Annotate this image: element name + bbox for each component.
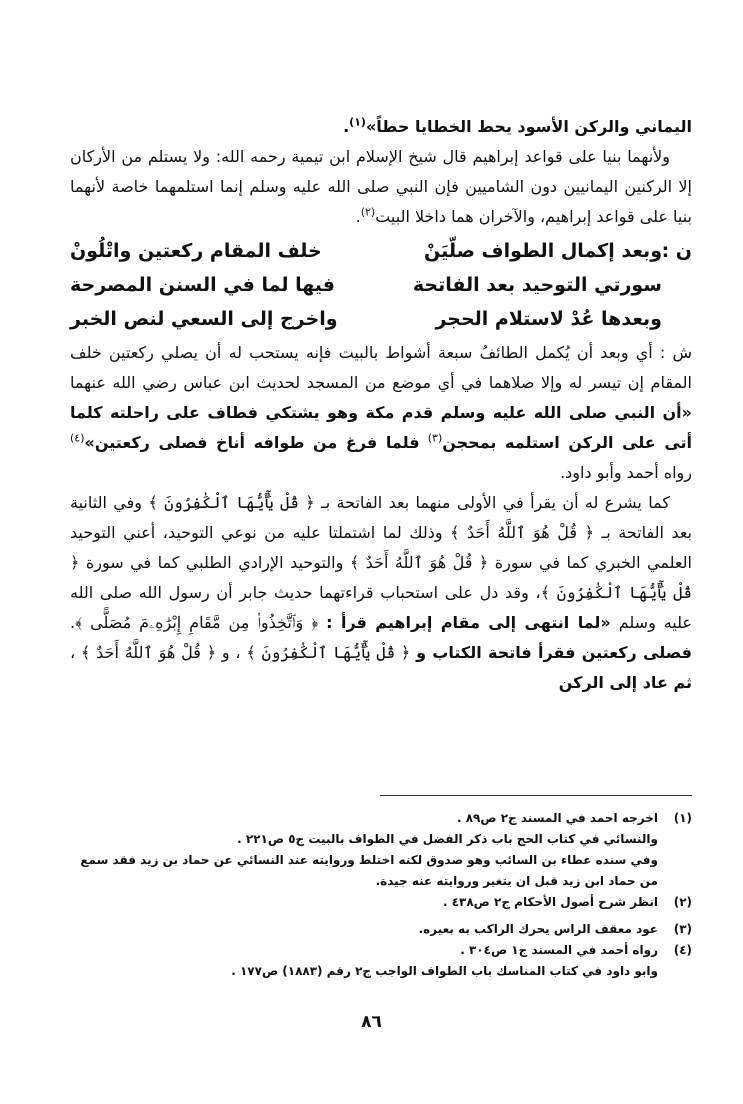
quran-quote-kafirun: ﴿ قُلْ يَٰٓأَيُّهَا ٱلْكَٰفِرُونَ ﴾ xyxy=(246,643,411,662)
footnote-1 xyxy=(70,808,692,892)
paragraph-ibn-taymiyya: ولأنهما بنيا على قواعد إبراهيم قال شيخ الإسلام ابن تيمية رحمه الله: ولا يستلم من الأركان إلا الركنين اليمانيين دون الشاميين فإن النبي صلى الله عليه وسلم إنما استلمهما خاصة لأنهما بنيا على قواعد إبراهيم، والآخران هما داخلا البيت$^{(٢)}$. xyxy=(70,147,692,226)
footnote-ref-3[interactable]: (٣) xyxy=(427,431,443,445)
recitation-paragraph: كما يشرع له أن يقرأ في الأولى منهما بعد الفاتحة بـ ﴿ قُلْ يَٰٓأَيُّهَا ٱلْكَٰفِرُونَ ﴾ وفي الثانية بعد الفاتحة بـ ﴿ قُلْ هُوَ ٱللَّهُ أَحَدٌ ﴾ وذلك لما اشتملتا عليه من نوعي التوحيد، أعني التوحيد العلمي الخبري كما في سورة ﴿ قُلْ هُوَ ٱللَّهُ أَحَدٌ ﴾ والتوحيد الإرادي الطلبي كما في سورة ﴿ قُلْ يَٰٓأَيُّهَا ٱلْكَٰفِرُونَ ﴾، وقد دل على استحباب قراءتهما حديث جابر أن رسول الله صلى الله عليه وسلم «لما انتهى إلى مقام إبراهيم قرأ : ﴿ وَٱتَّخِذُوا۟ مِن مَّقَامِ إِبْرَٰهِۦمَ مُصَلًّى ﴾. فصلى ركعتين فقرأ فاتحة الكتاب و ﴿ قُلْ يَٰٓأَيُّهَا ٱلْكَٰفِرُونَ ﴾ ، و ﴿ قُلْ هُوَ ٱللَّهُ أَحَدٌ ﴾ ، ثم عاد إلى الركن xyxy=(70,493,693,692)
poem-hemistich-right: سورتي التوحيد بعد الفاتحة xyxy=(412,274,662,296)
footnote-line: انظر شرح أصول الأحكام ج٢ ص٤٣٨ . xyxy=(442,895,658,909)
quran-quote-kafirun: ﴿ قُلْ يَٰٓأَيُّهَا ٱلْكَٰفِرُونَ ﴾ xyxy=(70,553,692,602)
footnote-line: اخرجه احمد في المسند ج٢ ص٨٩ . xyxy=(456,811,658,825)
footnote-number: (١) xyxy=(673,811,692,825)
commentary-text: ش : أي وبعد أن يُكمل الطائفُ سبعة أشواط بالبيت فإنه يستحب له أن يصلي ركعتين خلف المقام إن تيسر له وإلا صلاهما في أي موضع من المسجد لحديث ابن عباس رضي الله عنهما xyxy=(70,343,692,392)
quran-quote-maqam: ﴿ وَٱتَّخِذُوا۟ مِن مَّقَامِ إِبْرَٰهِۦمَ مُصَلًّى ﴾ xyxy=(75,613,319,632)
hadith-jabir-end: ثم عاد إلى الركن xyxy=(558,673,692,692)
poem-row-1 xyxy=(70,234,692,268)
footnote-line: وفي سنده عطاء بن السائب وهو صدوق لكنه اختلط وروايته عند النسائي عن حماد بن زيد فقد سمع من حماد ابن زيد قبل ان يتغير وروايته عنه جيدة. xyxy=(80,853,658,888)
footnote-ref-2[interactable]: (٢) xyxy=(360,205,376,219)
hadith-jabir: «لما انتهى إلى مقام إبراهيم قرأ : xyxy=(326,613,611,632)
hadith-quote-end: فلما فرغ من طوافه أناخ فصلى ركعتين» xyxy=(84,433,420,452)
narrators-text: رواه أحمد وأبو داود. xyxy=(560,463,692,482)
footnote-ref-1[interactable]: (١) xyxy=(349,115,366,129)
commentary-paragraph xyxy=(70,338,692,488)
footnote-4 xyxy=(70,940,692,982)
footnote-line: رواه أحمد في المسند ج١ ص٣٠٤ . xyxy=(460,943,658,957)
poem-hemistich-right: وبعدها عُدْ لاستلام الحجر xyxy=(435,308,662,330)
poem-hemistich-left: خلف المقام ركعتين واتْلُونْ xyxy=(70,240,322,262)
footnote-2 xyxy=(70,892,692,913)
footnote-number: (٢) xyxy=(673,895,692,909)
hadith-quote: «أن النبي صلى الله عليه وسلم قدم مكة وهو يشتكي فطاف على راحلته كلما أتى على الركن استلمه بمحجن xyxy=(70,403,692,452)
poem-hemistich-left: واخرج إلى السعي لنص الخبر xyxy=(70,308,338,330)
quran-quote-ikhlas: ﴿ قُلْ هُوَ ٱللَّهُ أَحَدٌ ﴾ xyxy=(80,643,217,662)
poem-marker: ن : xyxy=(661,240,692,262)
line-hadith-end: اليماني والركن الأسود يحط الخطايا حطاً»$^{(١)}$. xyxy=(343,115,692,136)
quran-quote-kafirun: ﴿ قُلْ يَٰٓأَيُّهَا ٱلْكَٰفِرُونَ ﴾ xyxy=(148,493,315,512)
poem-hemistich-right: وبعد إكمال الطواف صلّيَنْ xyxy=(423,240,662,262)
footnote-number: (٤) xyxy=(673,943,692,957)
page-body xyxy=(70,112,692,698)
footnote-separator xyxy=(380,795,692,796)
hadith-text: اليماني والركن الأسود يحط الخطايا حطاً» xyxy=(365,117,692,136)
poem-hemistich-left: فيها لما في السنن المصرحة xyxy=(70,274,335,296)
hadith-jabir-cont: فصلى ركعتين فقرأ فاتحة الكتاب و xyxy=(416,643,693,662)
quran-quote-ikhlas: ﴿ قُلْ هُوَ ٱللَّهُ أَحَدٌ ﴾ xyxy=(349,553,489,572)
poem-row-3 xyxy=(70,302,692,336)
poem-block xyxy=(70,234,692,336)
quran-quote-ikhlas: ﴿ قُلْ هُوَ ٱللَّهُ أَحَدٌ ﴾ xyxy=(450,523,594,542)
footnote-line: وابو داود في كتاب المناسك باب الطواف الواجب ج٢ رقم (١٨٨٣) ص١٧٧ . xyxy=(231,964,658,978)
footnote-line: عود معقف الراس يحرك الراكب به بعيره. xyxy=(418,922,658,936)
footnote-3 xyxy=(70,919,692,940)
page-number: ٨٦ xyxy=(361,1012,382,1032)
footnote-ref-4[interactable]: (٤) xyxy=(70,431,85,445)
footnote-line: والنسائي في كتاب الحج باب ذكر الفضل في الطواف بالبيت ج٥ ص٢٢١ . xyxy=(237,832,658,846)
poem-row-2 xyxy=(70,268,692,302)
footnotes xyxy=(70,808,692,982)
paragraph-text: ولأنهما بنيا على قواعد إبراهيم قال شيخ الإسلام ابن تيمية رحمه الله: ولا يستلم من الأركان إلا الركنين اليمانيين دون الشاميين فإن النبي صلى الله عليه وسلم إنما استلمهما خاصة لأنهما بنيا على قواعد إبراهيم، والآخران هما داخلا البيت xyxy=(70,147,692,226)
footnote-number: (٣) xyxy=(673,922,692,936)
